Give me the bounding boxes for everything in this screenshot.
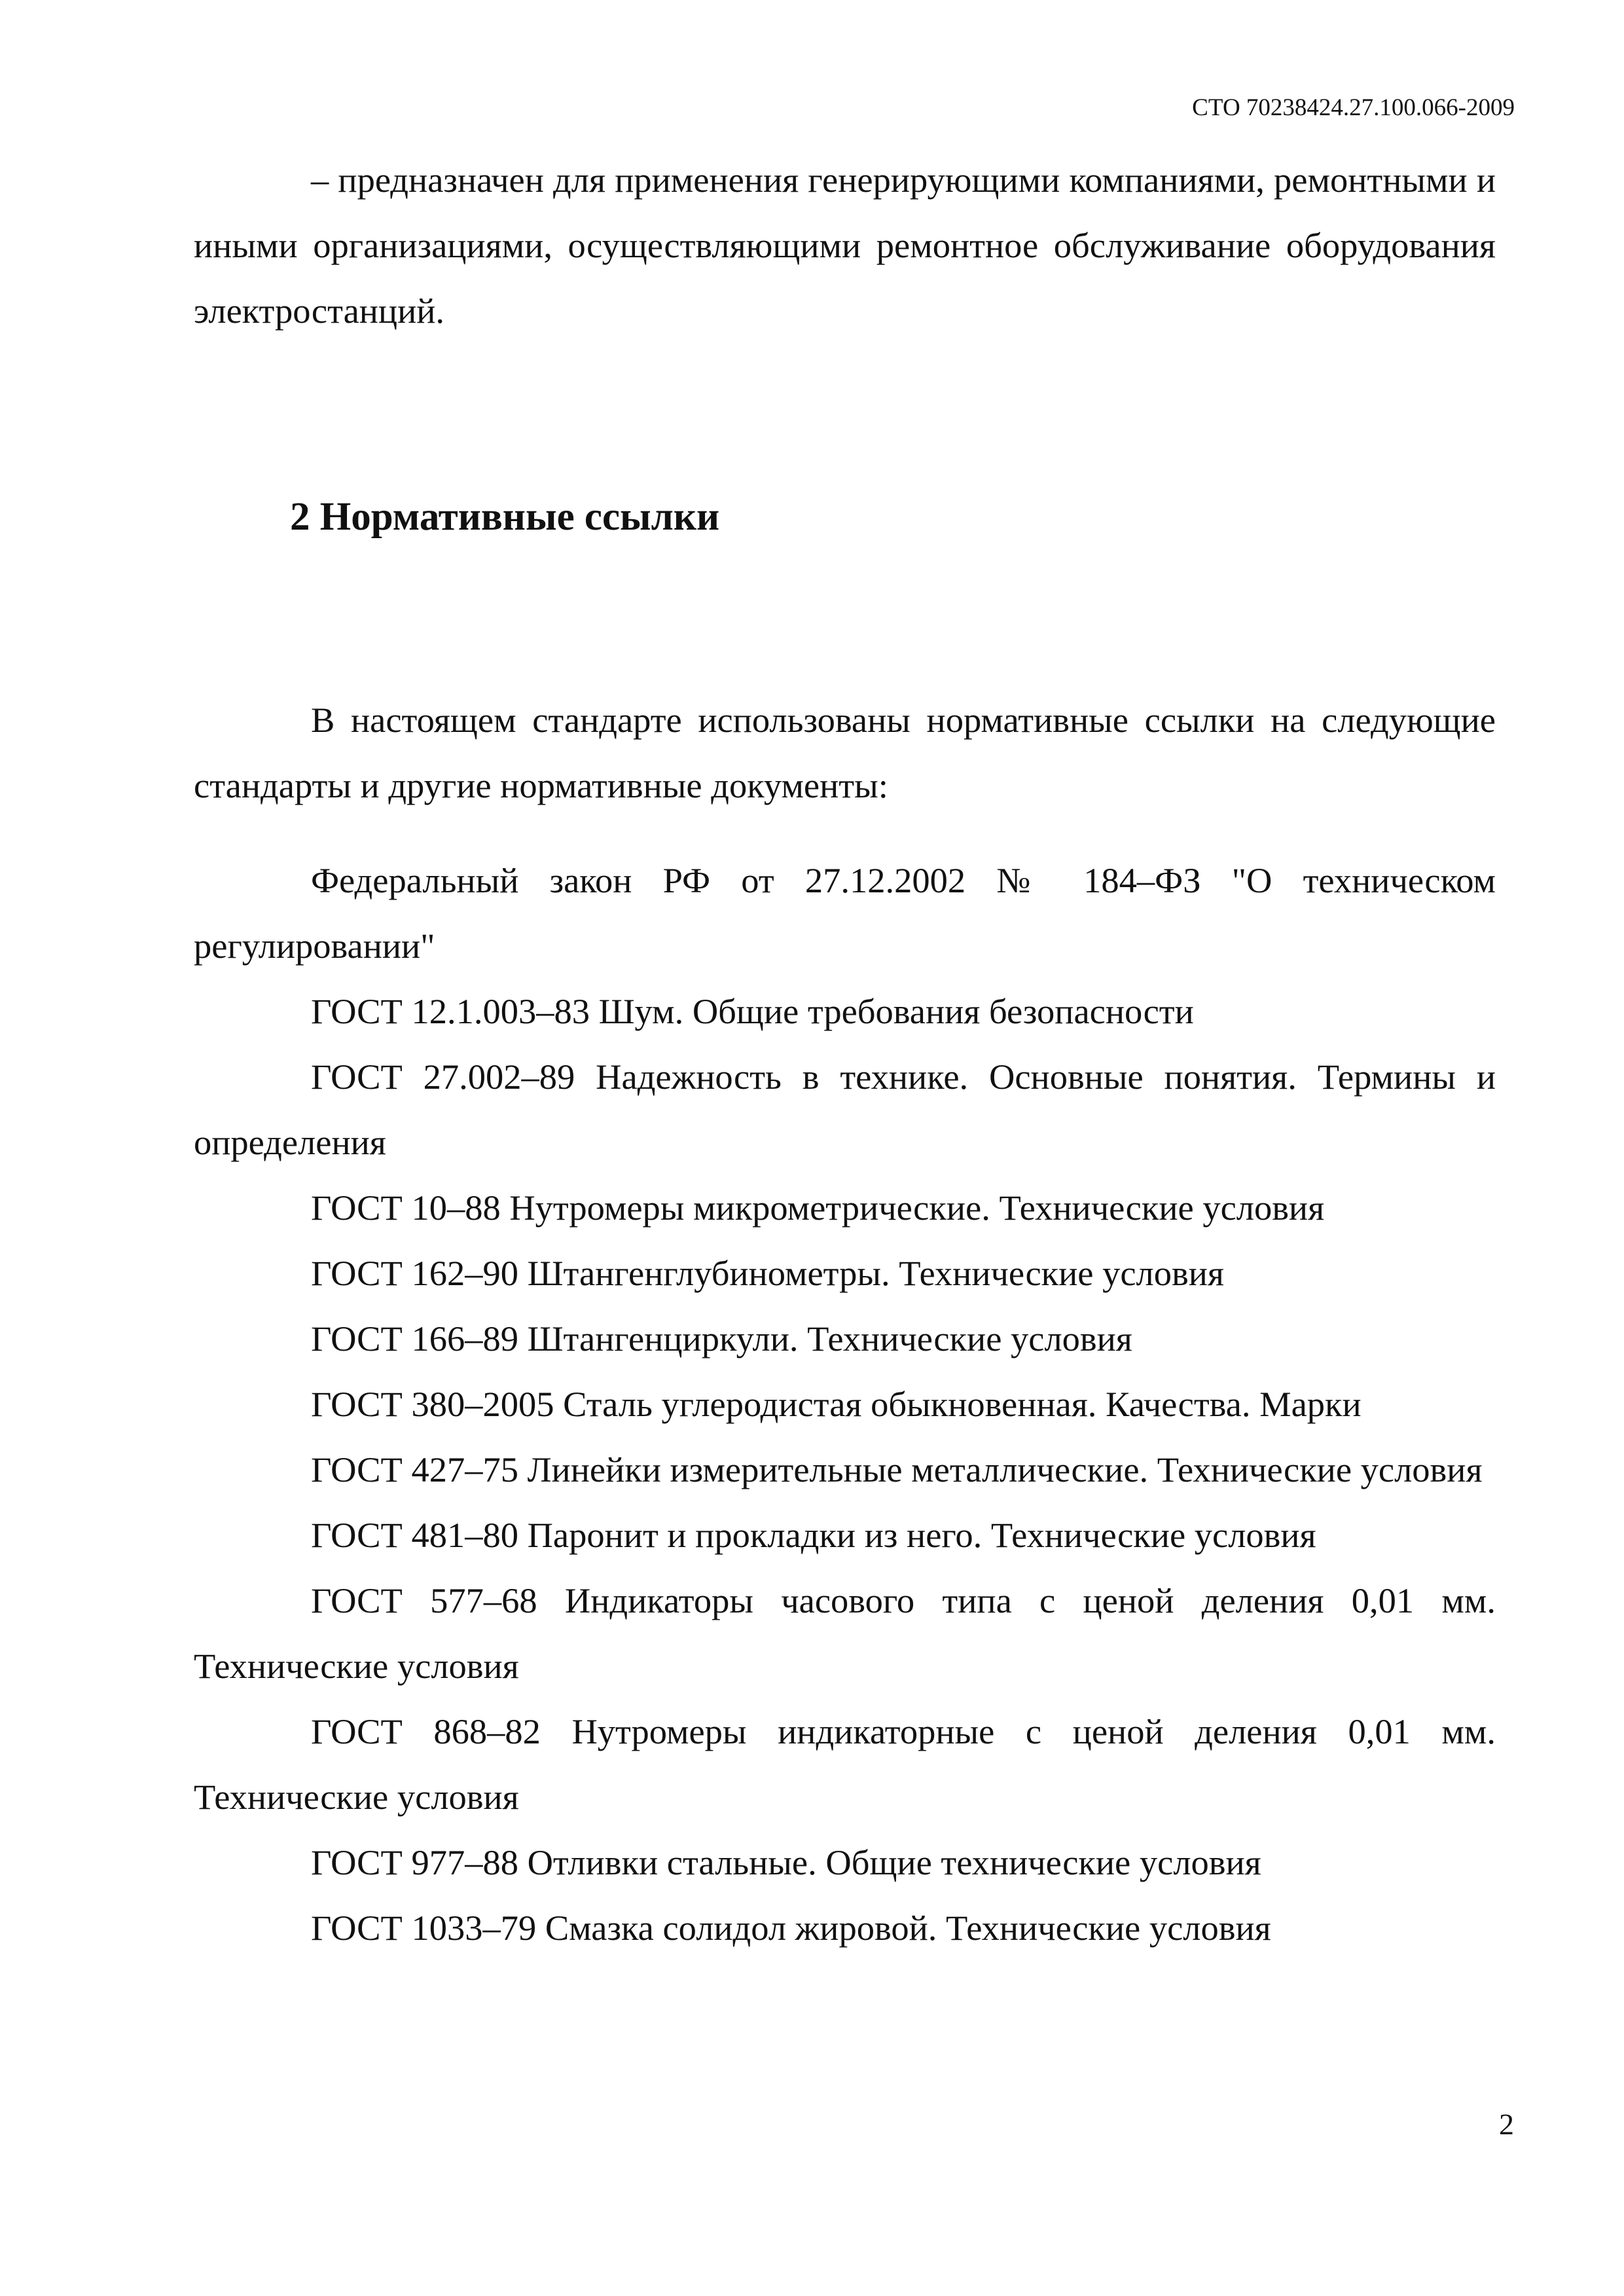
- reference-item: ГОСТ 577–68 Индикаторы часового типа с ценой деления 0,01 мм. Технические условия: [194, 1580, 1496, 1686]
- reference-item: ГОСТ 12.1.003–83 Шум. Общие требования безопасности: [311, 991, 1194, 1031]
- reference-item: ГОСТ 977–88 Отливки стальные. Общие технические условия: [311, 1842, 1261, 1882]
- reference-item: ГОСТ 10–88 Нутромеры микрометрические. Технические условия: [311, 1188, 1325, 1228]
- reference-item: ГОСТ 166–89 Штангенциркули. Технические условия: [311, 1319, 1132, 1358]
- reference-item: ГОСТ 868–82 Нутромеры индикаторные с ценой деления 0,01 мм. Технические условия: [194, 1711, 1496, 1817]
- reference-item: Федеральный закон РФ от 27.12.2002 № 184–ФЗ "О техническом регулировании": [194, 860, 1496, 966]
- document-code: СТО 70238424.27.100.066-2009: [1192, 94, 1515, 121]
- reference-item: ГОСТ 1033–79 Смазка солидол жировой. Технические условия: [311, 1908, 1271, 1948]
- reference-item: ГОСТ 380–2005 Сталь углеродистая обыкновенная. Качества. Марки: [311, 1384, 1362, 1424]
- page-number: 2: [1499, 2107, 1514, 2141]
- reference-item: ГОСТ 427–75 Линейки измерительные металлические. Технические условия: [311, 1449, 1483, 1489]
- reference-item: ГОСТ 481–80 Паронит и прокладки из него. Технические условия: [311, 1515, 1316, 1555]
- references-list: [194, 848, 1496, 1961]
- section-title: 2 Нормативные ссылки: [290, 495, 720, 539]
- reference-item: ГОСТ 162–90 Штангенглубинометры. Технические условия: [311, 1253, 1224, 1293]
- intro-paragraph: – предназначен для применения генерирующими компаниями, ремонтными и иными организациями, осуществляющими ремонтное обслуживание оборудования электростанций.: [194, 160, 1496, 331]
- section-lead-paragraph: В настоящем стандарте использованы нормативные ссылки на следующие стандарты и другие нормативные документы:: [194, 700, 1496, 805]
- reference-item: ГОСТ 27.002–89 Надежность в технике. Основные понятия. Термины и определения: [194, 1057, 1496, 1162]
